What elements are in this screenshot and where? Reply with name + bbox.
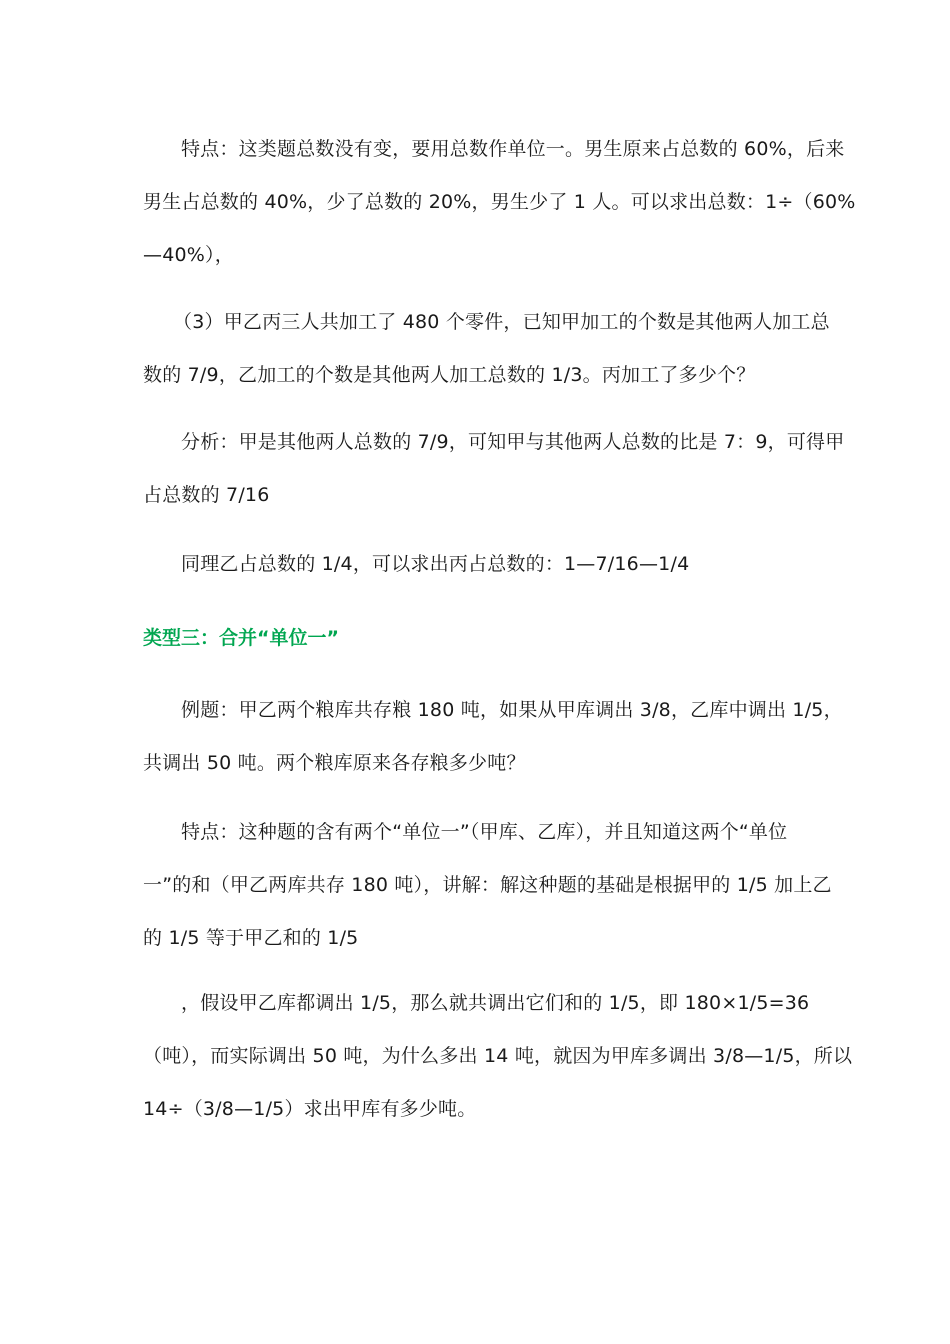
paragraph-analysis — [143, 416, 845, 522]
text-line: 占总数的 7/16 — [143, 484, 270, 506]
text-line: 数的 7/9，乙加工的个数是其他两人加工总数的 1/3。丙加工了多少个？ — [143, 364, 756, 386]
text-line: 14÷（3/8—1/5）求出甲库有多少吨。 — [143, 1098, 477, 1120]
paragraph-feature-1 — [143, 123, 856, 282]
text-line: 同理乙占总数的 1/4，可以求出丙占总数的：1—7/16—1/4 — [181, 553, 690, 575]
text-line: ，假设甲乙库都调出 1/5，那么就共调出它们和的 1/5，即 180×1/5=36 — [181, 992, 810, 1014]
text-line: 一”的和（甲乙两库共存 180 吨），讲解：解这种题的基础是根据甲的 1/5 加上乙 — [143, 874, 832, 896]
paragraph-feature-2 — [143, 806, 832, 965]
paragraph-explanation — [143, 977, 853, 1136]
text-line: 例题：甲乙两个粮库共存粮 180 吨，如果从甲库调出 3/8，乙库中调出 1/5， — [181, 699, 843, 721]
text-line: 特点：这类题总数没有变，要用总数作单位一。男生原来占总数的 60%，后来 — [181, 138, 845, 160]
text-line: 的 1/5 等于甲乙和的 1/5 — [143, 927, 359, 949]
paragraph-example — [143, 684, 843, 790]
text-line: —40%）， — [143, 244, 234, 266]
text-line: （3）甲乙丙三人共加工了 480 个零件，已知甲加工的个数是其他两人加工总 — [173, 311, 830, 333]
text-line: 男生占总数的 40%，少了总数的 20%，男生少了 1 人。可以求出总数：1÷（60% — [143, 191, 856, 213]
paragraph-question-3 — [143, 296, 830, 402]
text-line: 共调出 50 吨。两个粮库原来各存粮多少吨？ — [143, 752, 526, 774]
text-line: 特点：这种题的含有两个“单位一”（甲库、乙库），并且知道这两个“单位 — [181, 821, 788, 843]
text-line: （吨），而实际调出 50 吨，为什么多出 14 吨，就因为甲库多调出 3/8—1/5，所以 — [143, 1045, 853, 1067]
paragraph-similarly — [143, 538, 813, 591]
section-heading: 类型三：合并“单位一” — [143, 627, 339, 649]
text-line: 分析：甲是其他两人总数的 7/9，可知甲与其他两人总数的比是 7：9，可得甲 — [181, 431, 845, 453]
